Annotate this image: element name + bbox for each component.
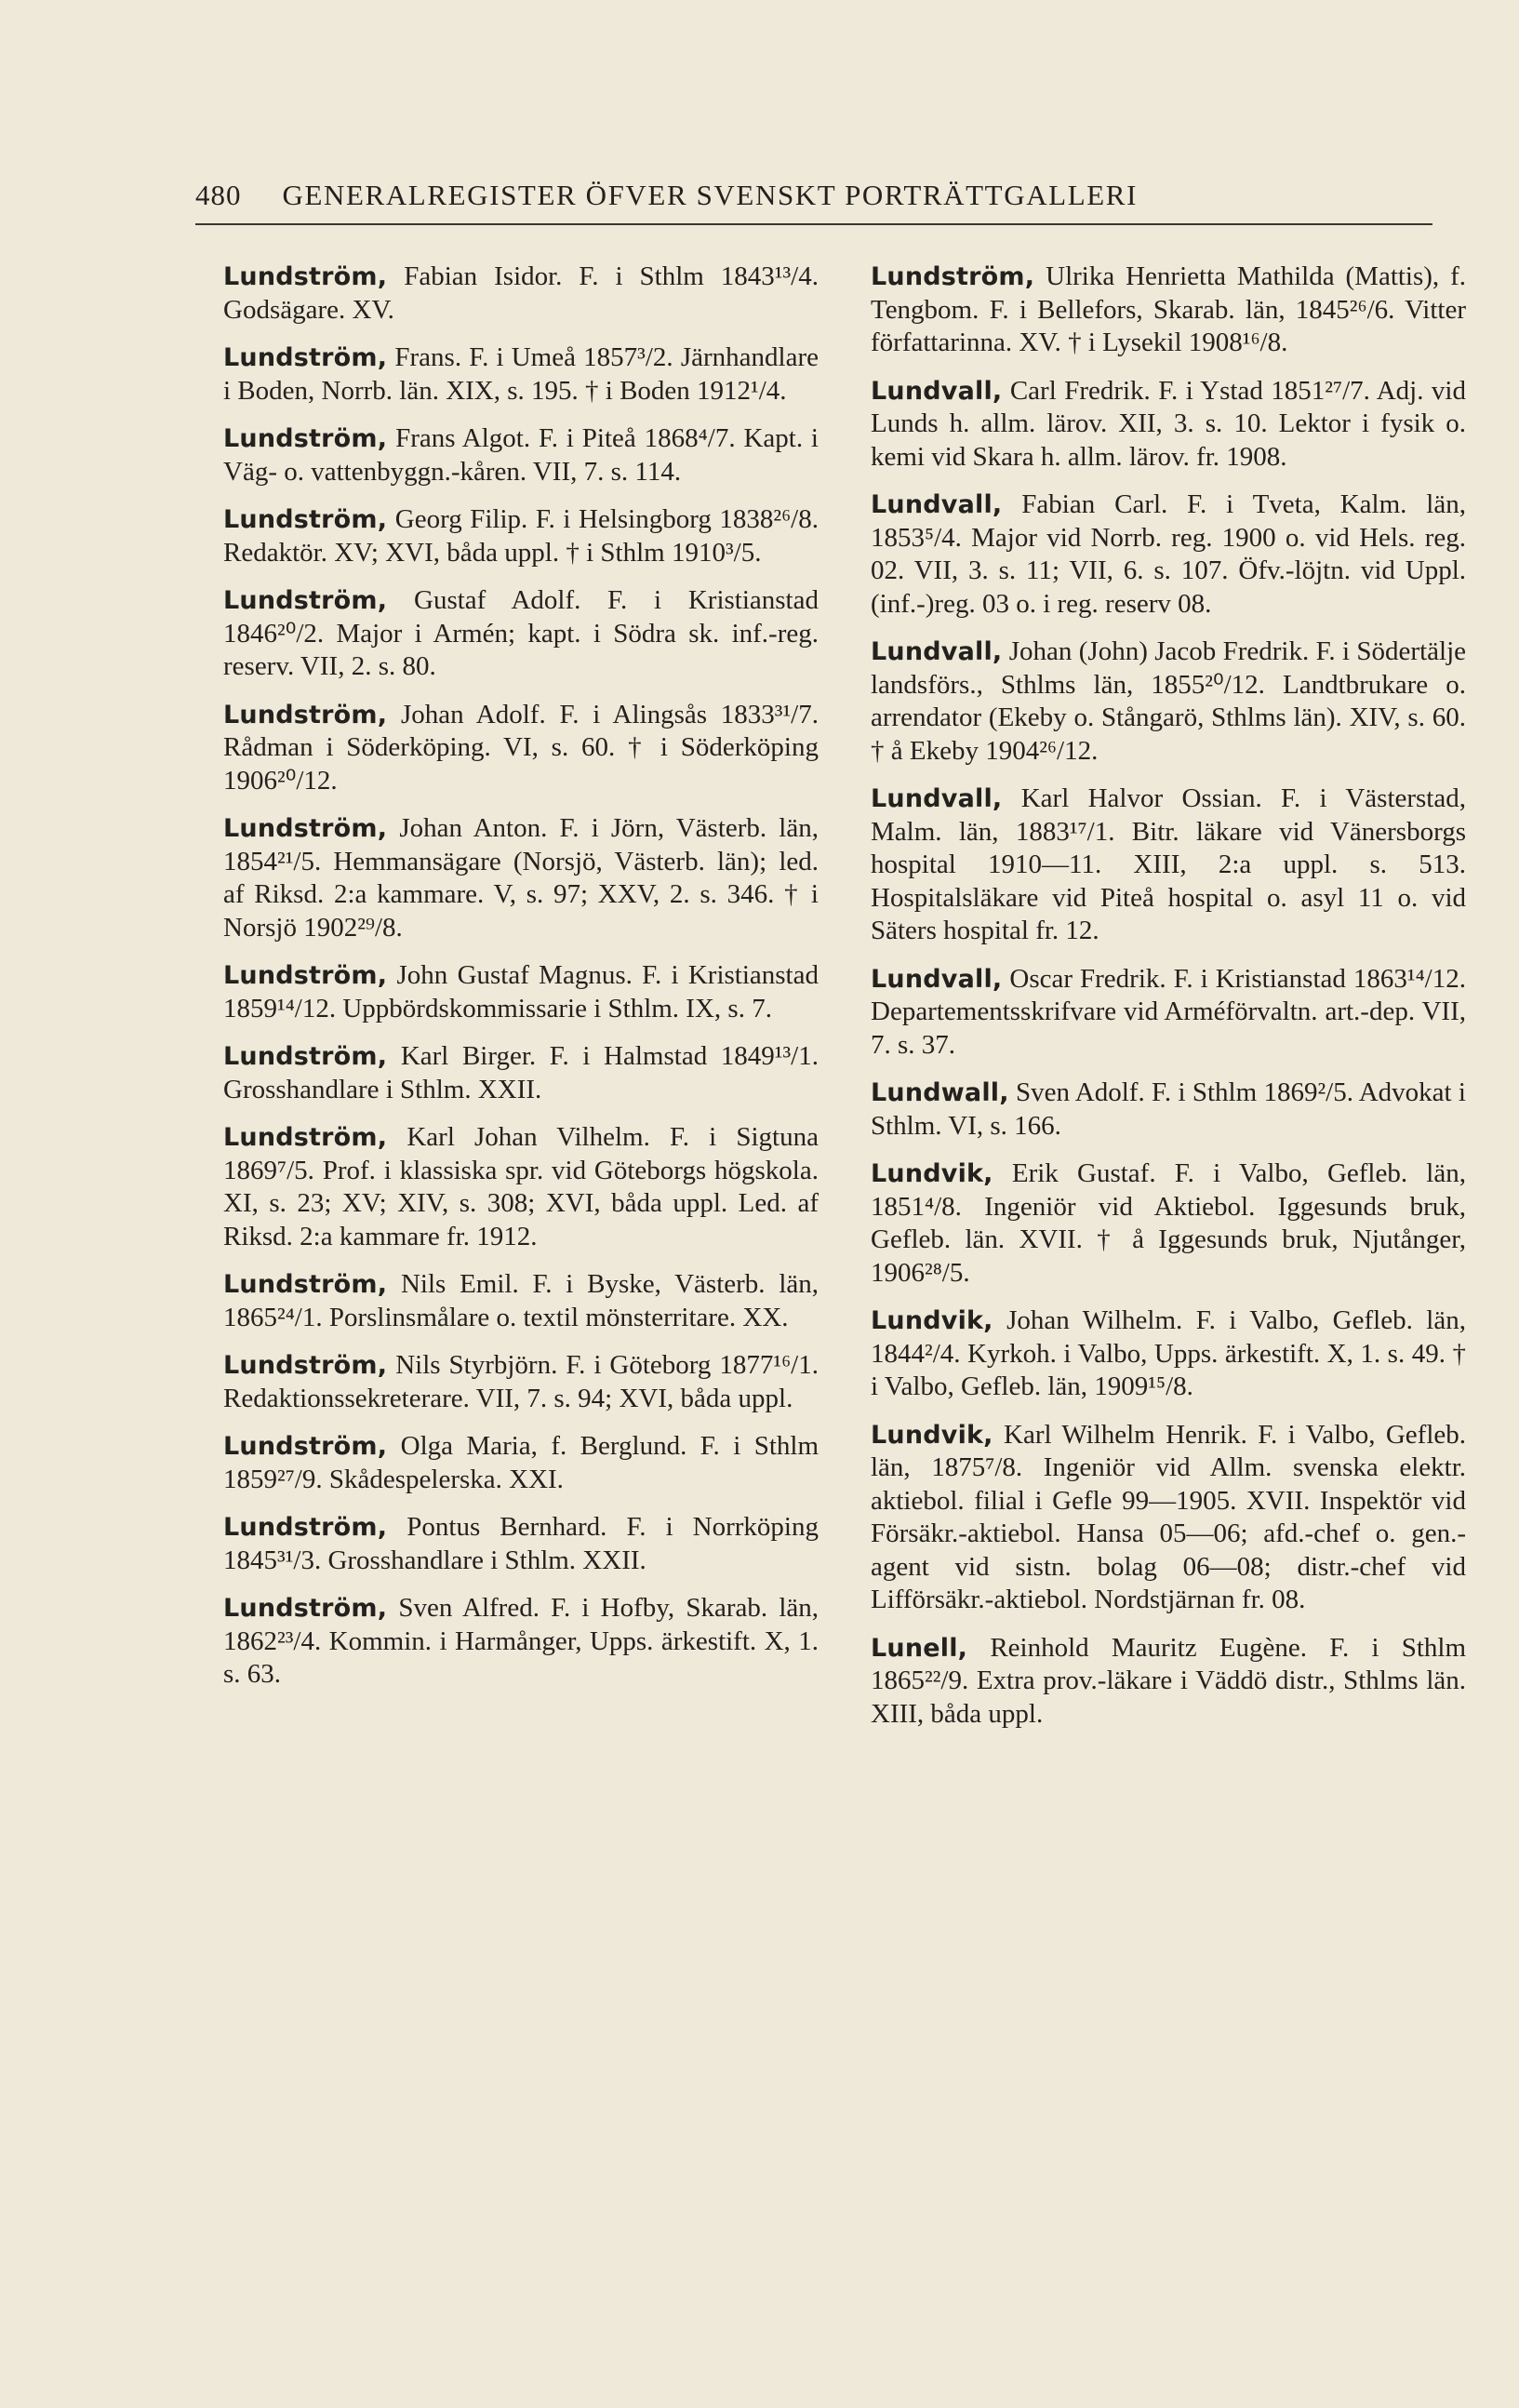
register-entry: [871, 261, 1466, 360]
register-entry: [871, 1157, 1466, 1290]
entry-details: Reinhold Mauritz Eugène. F. i Sthlm 1865²²/9. Extra prov.-läkare i Väddö distr., Sthlms län. XIII, båda uppl.: [871, 1632, 1466, 1729]
entry-surname: Lundvall,: [871, 490, 1003, 519]
register-entry: [223, 812, 819, 944]
entry-surname: Lundvall,: [871, 637, 1003, 666]
entry-details: John Gustaf Magnus. F. i Kristianstad 1859¹⁴/12. Uppbördskommissarie i Sthlm. IX, s. 7.: [223, 960, 819, 1023]
entry-surname: Lundvik,: [871, 1420, 993, 1450]
entry-surname: Lundvik,: [871, 1306, 993, 1335]
entry-details: Sven Alfred. F. i Hofby, Skarab. län, 1862²³/4. Kommin. i Harmånger, Upps. ärkestift. X, 1. s. 63.: [223, 1593, 819, 1689]
register-entry: [871, 783, 1466, 948]
entry-surname: Lundwall,: [871, 1078, 1009, 1107]
register-entry: [223, 1430, 819, 1496]
register-entry: [223, 1268, 819, 1334]
entry-surname: Lundström,: [223, 961, 388, 990]
register-entry: [871, 1632, 1466, 1732]
entry-surname: Lundvall,: [871, 784, 1003, 813]
entry-surname: Lundström,: [223, 343, 388, 372]
entry-surname: Lundström,: [223, 424, 388, 453]
entry-surname: Lundvall,: [871, 964, 1003, 994]
entry-details: Gustaf Adolf. F. i Kristianstad 1846²⁰/2. Major i Armén; kapt. i Södra sk. inf.-reg. reserv. VII, 2. s. 80.: [223, 585, 819, 681]
entry-surname: Lundström,: [223, 586, 388, 615]
entry-surname: Lundström,: [223, 1042, 388, 1071]
register-entry: [871, 1304, 1466, 1404]
entry-surname: Lundström,: [223, 1123, 388, 1152]
entry-details: Karl Halvor Ossian. F. i Västerstad, Malm. län, 1883¹⁷/1. Bitr. läkare vid Vänersborgs hospital 1910—11. XIII, 2:a uppl. s. 513. Hospitalsläkare vid Piteå hospital o. asyl 11 o. vid Säters hospital fr. 12.: [871, 783, 1466, 945]
header-rule: [195, 223, 1432, 225]
entry-surname: Lundström,: [223, 1351, 388, 1380]
entry-details: Carl Fredrik. F. i Ystad 1851²⁷/7. Adj. vid Lunds h. allm. lärov. XII, 3. s. 10. Lektor i fysik o. kemi vid Skara h. allm. lärov. fr. 1908.: [871, 375, 1466, 472]
entry-surname: Lundström,: [223, 262, 388, 291]
running-title: GENERALREGISTER ÖFVER SVENSKT PORTRÄTTGALLERI: [282, 179, 1138, 211]
entry-details: Karl Wilhelm Henrik. F. i Valbo, Gefleb. län, 1875⁷/8. Ingeniör vid Allm. svenska elektr. aktiebol. filial i Gefle 99—1905. XVII. Inspektör vid Försäkr.-aktiebol. Hansa 05—06; afd.-chef o. gen.-agent vid sistn. bolag 06—08; distr.-chef vid Lifförsäkr.-aktiebol. Nordstjärnan fr. 08.: [871, 1419, 1466, 1614]
entry-details: Frans Algot. F. i Piteå 1868⁴/7. Kapt. i Väg- o. vattenbyggn.-kåren. VII, 7. s. 114.: [223, 423, 819, 487]
register-entry: [223, 1511, 819, 1577]
entry-details: Nils Styrbjörn. F. i Göteborg 1877¹⁶/1. Redaktionssekreterare. VII, 7. s. 94; XVI, båda uppl.: [223, 1350, 819, 1413]
entry-surname: Lundström,: [223, 814, 388, 843]
entry-details: Frans. F. i Umeå 1857³/2. Järnhandlare i Boden, Norrb. län. XIX, s. 195. † i Boden 1912¹/4.: [223, 342, 819, 406]
entry-surname: Lundström,: [223, 1270, 388, 1299]
register-entry: [223, 584, 819, 684]
entry-details: Karl Johan Vilhelm. F. i Sigtuna 1869⁷/5. Prof. i klassiska spr. vid Göteborgs högskola. XI, s. 23; XV; XIV, s. 308; XVI, båda uppl. Led. af Riksd. 2:a kammare fr. 1912.: [223, 1122, 819, 1251]
entry-surname: Lundvall,: [871, 376, 1003, 406]
register-entry: [223, 261, 819, 327]
register-entry: [223, 503, 819, 569]
entry-details: Johan (John) Jacob Fredrik. F. i Södertälje landsförs., Sthlms län, 1855²⁰/12. Landtbrukare o. arrendator (Ekeby o. Stångarö, Sthlms län). XIV, s. 60. † å Ekeby 1904²⁶/12.: [871, 636, 1466, 766]
register-entry: [871, 375, 1466, 475]
register-entry: [223, 959, 819, 1025]
entry-details: Oscar Fredrik. F. i Kristianstad 1863¹⁴/12. Departementsskrifvare vid Arméförvaltn. art.-dep. VII, 7. s. 37.: [871, 963, 1466, 1060]
entry-surname: Lundvik,: [871, 1159, 993, 1188]
entry-details: Sven Adolf. F. i Sthlm 1869²/5. Advokat i Sthlm. VI, s. 166.: [871, 1077, 1466, 1141]
register-entry: [871, 1077, 1466, 1143]
right-column: [871, 261, 1466, 1746]
register-entry: [871, 1419, 1466, 1617]
entry-details: Nils Emil. F. i Byske, Västerb. län, 1865²⁴/1. Porslinsmålare o. textil mönsterritare. XX.: [223, 1269, 819, 1332]
entry-surname: Lundström,: [223, 1432, 388, 1461]
entry-details: Fabian Carl. F. i Tveta, Kalm. län, 1853⁵/4. Major vid Norrb. reg. 1900 o. vid Hels. reg. 02. VII, 3. s. 11; VII, 6. s. 107. Öfv.-löjtn. vid Uppl. (inf.-)reg. 03 o. i reg. reserv 08.: [871, 489, 1466, 619]
entry-surname: Lundström,: [871, 262, 1035, 291]
entry-details: Pontus Bernhard. F. i Norrköping 1845³¹/3. Grosshandlare i Sthlm. XXII.: [223, 1512, 819, 1575]
entry-details: Johan Adolf. F. i Alingsås 1833³¹/7. Rådman i Söderköping. VI, s. 60. † i Söderköping 1906²⁰/12.: [223, 699, 819, 796]
register-entry: [871, 488, 1466, 621]
entry-details: Ulrika Henrietta Mathilda (Mattis), f. Tengbom. F. i Bellefors, Skarab. län, 1845²⁶/6. Vitter författarinna. XV. † i Lysekil 1908¹⁶/8.: [871, 261, 1466, 357]
register-entry: [223, 341, 819, 408]
register-entry: [223, 1592, 819, 1692]
register-entry: [223, 422, 819, 488]
entry-surname: Lundström,: [223, 505, 388, 534]
entry-surname: Lundström,: [223, 1594, 388, 1623]
register-entry: [223, 1040, 819, 1106]
register-entry: [223, 699, 819, 798]
entry-details: Karl Birger. F. i Halmstad 1849¹³/1. Grosshandlare i Sthlm. XXII.: [223, 1041, 819, 1104]
page-header: [195, 179, 1432, 212]
register-entry: [871, 963, 1466, 1063]
entry-surname: Lundström,: [223, 700, 388, 729]
register-entry: [223, 1121, 819, 1253]
page-number: 480: [195, 179, 242, 211]
entry-surname: Lundström,: [223, 1513, 388, 1542]
entry-details: Erik Gustaf. F. i Valbo, Gefleb. län, 1851⁴/8. Ingeniör vid Aktiebol. Iggesunds bruk, Gefleb. län. XVII. † å Iggesunds bruk, Njutånger, 1906²⁸/5.: [871, 1158, 1466, 1288]
register-entry: [871, 635, 1466, 768]
entry-details: Fabian Isidor. F. i Sthlm 1843¹³/4. Godsägare. XV.: [223, 261, 819, 325]
entry-details: Georg Filip. F. i Helsingborg 1838²⁶/8. Redaktör. XV; XVI, båda uppl. † i Sthlm 1910³/5.: [223, 504, 819, 568]
entry-details: Olga Maria, f. Berglund. F. i Sthlm 1859²⁷/9. Skådespelerska. XXI.: [223, 1431, 819, 1494]
entry-details: Johan Anton. F. i Jörn, Västerb. län, 1854²¹/5. Hemmansägare (Norsjö, Västerb. län); led. af Riksd. 2:a kammare. V, s. 97; XXV, 2. s. 346. † i Norsjö 1902²⁹/8.: [223, 813, 819, 943]
entry-surname: Lunell,: [871, 1633, 968, 1663]
left-column: [223, 261, 819, 1706]
register-entry: [223, 1349, 819, 1415]
entry-details: Johan Wilhelm. F. i Valbo, Gefleb. län, 1844²/4. Kyrkoh. i Valbo, Upps. ärkestift. X, 1. s. 49. † i Valbo, Gefleb. län, 1909¹⁵/8.: [871, 1305, 1466, 1401]
